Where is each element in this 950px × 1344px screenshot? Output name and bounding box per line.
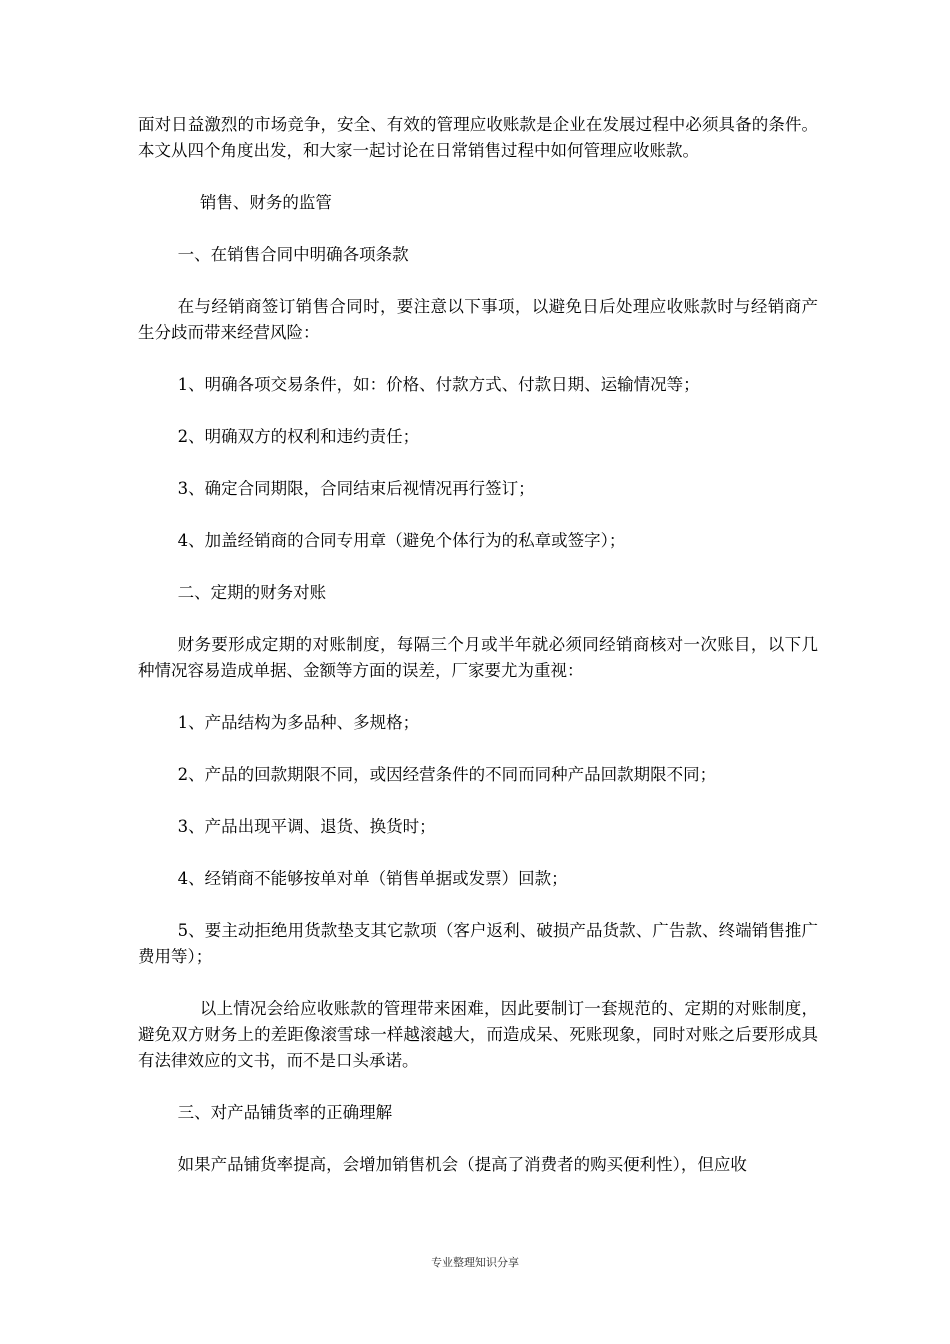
body-paragraph: 以上情况会给应收账款的管理带来困难，因此要制订一套规范的、定期的对账制度，避免双方财务上的差距像滚雪球一样越滚越大，而造成呆、死账现象，同时对账之后要形成具有法律效应的文书，而不是口头承诺。: [138, 999, 818, 1070]
list-item: 2、明确双方的权利和违约责任；: [177, 427, 420, 446]
list-item: 1、明确各项交易条件，如：价格、付款方式、付款日期、运输情况等；: [177, 375, 700, 394]
body-paragraph: 在与经销商签订销售合同时，要注意以下事项，以避免日后处理应收账款时与经销商产生分歧而带来经营风险：: [138, 297, 818, 342]
list-item: 5、要主动拒绝用货款垫支其它款项（客户返利、破损产品货款、广告款、终端销售推广费用等）；: [138, 921, 818, 966]
page-footer: 专业整理知识分享: [431, 1256, 519, 1269]
document-body: [138, 112, 818, 1178]
list-item: 2、产品的回款期限不同，或因经营条件的不同而同种产品回款期限不同；: [177, 765, 717, 784]
list-item: 3、产品出现平调、退货、换货时；: [177, 817, 436, 836]
list-item: 4、加盖经销商的合同专用章（避免个体行为的私章或签字）；: [177, 531, 626, 550]
section-heading: 销售、财务的监管: [199, 193, 332, 212]
body-paragraph: 如果产品铺货率提高，会增加销售机会（提高了消费者的购买便利性），但应收: [177, 1155, 747, 1174]
list-item: 1、产品结构为多品种、多规格；: [177, 713, 420, 732]
list-item: 4、经销商不能够按单对单（销售单据或发票）回款；: [177, 869, 568, 888]
section-heading: 一、在销售合同中明确各项条款: [177, 245, 409, 264]
intro-paragraph: 面对日益激烈的市场竞争，安全、有效的管理应收账款是企业在发展过程中必须具备的条件。本文从四个角度出发，和大家一起讨论在日常销售过程中如何管理应收账款。: [138, 115, 818, 160]
body-paragraph: 财务要形成定期的对账制度，每隔三个月或半年就必须同经销商核对一次账目，以下几种情况容易造成单据、金额等方面的误差，厂家要尤为重视：: [138, 635, 818, 680]
list-item: 3、确定合同期限，合同结束后视情况再行签订；: [177, 479, 535, 498]
section-heading: 二、定期的财务对账: [177, 583, 327, 602]
section-heading: 三、对产品铺货率的正确理解: [177, 1103, 393, 1122]
